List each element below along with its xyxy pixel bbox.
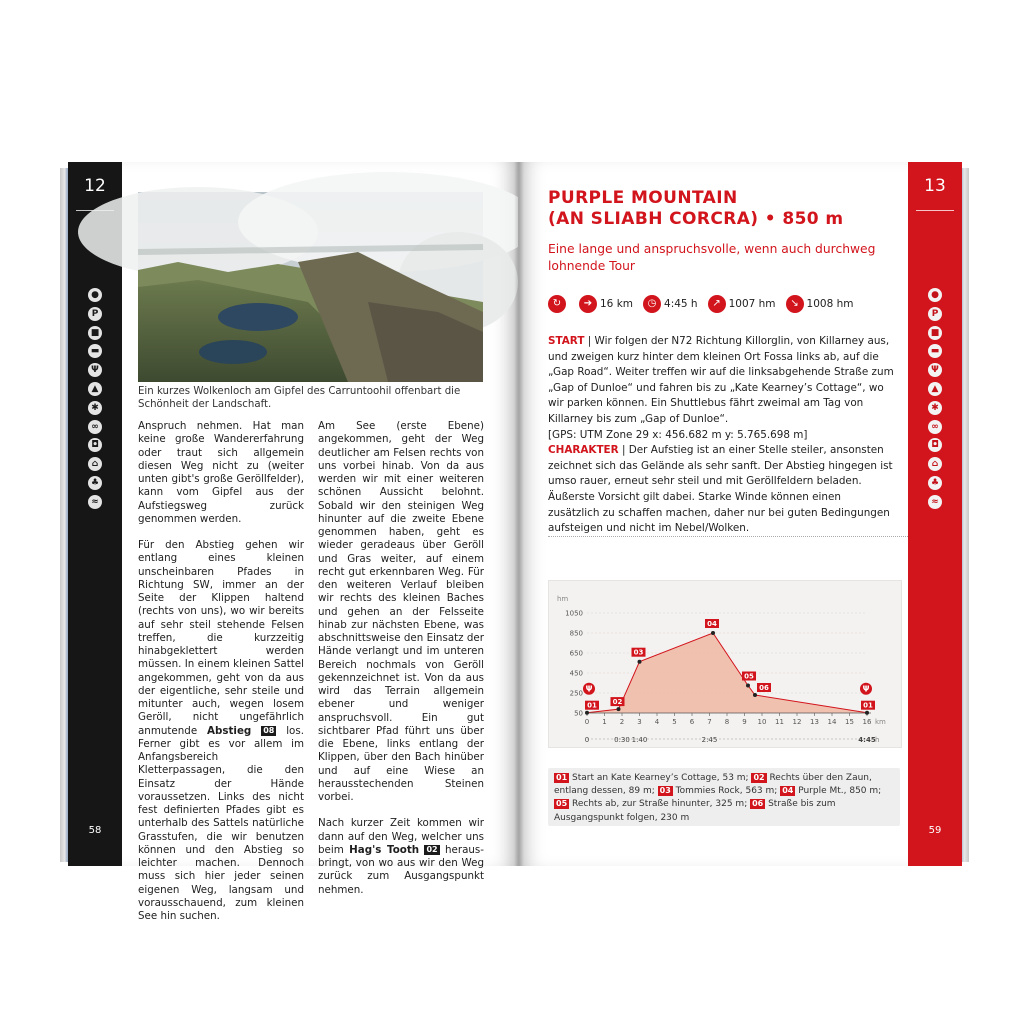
bike-icon: ∞ [88, 420, 102, 434]
waypoint-marker-4 [746, 684, 750, 688]
x-tick-13: 13 [810, 718, 819, 726]
mountain-photo [138, 192, 483, 382]
tour-number-left: 12 [84, 176, 106, 196]
ascent-icon: ↗ [708, 295, 726, 313]
swim-icon: ≈ [88, 495, 102, 509]
tour-number-divider [916, 210, 954, 211]
y-tick-250: 250 [569, 689, 583, 698]
waypoint-badge-3: 04 [707, 620, 717, 628]
character-paragraph: CHARAKTER | Der Aufstieg ist an einer Stelle steiler, ansonsten zeichnet sich das Gelände als sehr sanft. Der Abstieg hingegen ist umso rauer, erneut sehr steil und mit Geröllfeldern beladen. Äußerste Vorsicht gilt dabei. Starke Winde können einen zusätzlich zu schaffen machen, daher nur bei guten Bedingungen aufsteigen und nicht im Nebel/Wolken. [548, 444, 893, 535]
book-gutter [514, 162, 524, 866]
time-tick-3: 2:45 [701, 736, 718, 744]
tree-icon: ♣ [88, 476, 102, 490]
waypoint-legend-text [554, 772, 896, 825]
waypoint-marker-3 [711, 631, 715, 635]
x-tick-6: 6 [689, 718, 695, 726]
waypoint-marker-1 [617, 707, 621, 711]
gondola-icon: ◘ [88, 438, 102, 452]
legend-text-02: Rechts über den Zaun, entlang dessen, 89 m; [554, 773, 872, 797]
bike-icon: ∞ [928, 420, 942, 434]
waypoint-badge-08: 08 [263, 725, 275, 735]
x-axis-unit: km [875, 718, 886, 726]
x-tick-7: 7 [707, 718, 712, 726]
time-axis-unit: h [875, 736, 880, 744]
tour-number-right: 13 [924, 176, 946, 196]
right-page [518, 162, 962, 866]
legend-text-05: Rechts ab, zur Straße hinunter, 325 m; [569, 799, 751, 810]
train-icon: ▬ [928, 344, 942, 358]
tour-description [548, 334, 894, 537]
x-tick-9: 9 [742, 718, 747, 726]
x-tick-11: 11 [775, 718, 784, 726]
column1-paragraph1: Anspruch nehmen. Hat man keine große Wandererfahrung oder traut sich allgemein diesen Weg nicht zu (weiter unten gibt's große Geröllfelder), kann vom Gipfel aus der Aufstiegsweg zurück genommen werden. [138, 420, 304, 525]
descent-icon: ↘ [786, 295, 804, 313]
x-tick-2: 2 [619, 718, 625, 726]
gondola-icon: ◘ [928, 438, 942, 452]
clock-icon: ◷ [643, 295, 661, 313]
y-tick-1050: 1050 [565, 609, 583, 618]
winter-icon: ✱ [928, 401, 942, 415]
start-paragraph: START | Wir folgen der N72 Richtung Killorglin, von Killarney aus, und zweigen kurz hinter dem kleinen Ort Fossa links ab, auf die „Gap Road“. Weiter treffen wir auf die linksabgehende Straße zum „Gap of Dunloe“ und fahren bis zu „Kate Kearney’s Cottage“, wo wir parken können. Ein Shuttlebus fährt zweimal am Tag von Killarney bis zum „Gap of Dunloe“. [548, 335, 894, 425]
time-tick-2: 1:40 [631, 736, 648, 744]
waypoint-marker-6 [865, 711, 869, 715]
elevation-profile-chart [549, 581, 901, 747]
legend-text-01: Start an Kate Kearney’s Cottage, 53 m; [569, 773, 752, 783]
bear-icon: ● [928, 288, 942, 302]
column2-paragraph2: Nach kurzer Zeit kommen wir dann auf den Weg, welcher uns beim Hag's Tooth 02 herausbringt, von wo aus wir den Weg zurück zum Ausgangspunkt nehmen. [318, 817, 484, 896]
y-tick-850: 850 [569, 629, 583, 638]
time-tick-4: 4:45 [858, 736, 876, 744]
waypoint-badge-5: 06 [759, 684, 769, 692]
text-column-2 [318, 420, 484, 910]
legend-badge-04: 04 [782, 786, 794, 796]
y-tick-50: 50 [574, 709, 583, 718]
stat-ascent: ↗ 1007 hm [708, 295, 776, 313]
restaurant-icon: Ψ [88, 363, 102, 377]
gps-line: [GPS: UTM Zone 29 x: 456.682 m y: 5.765.698 m] [548, 428, 808, 441]
swim-icon: ≈ [928, 495, 942, 509]
waypoint-marker-0 [585, 711, 589, 715]
elevation-profile [548, 580, 902, 748]
tree-icon: ♣ [928, 476, 942, 490]
waypoint-legend [548, 768, 900, 826]
keyword-hags-tooth: Hag's Tooth [349, 843, 420, 856]
waypoint-badge-0: 01 [587, 701, 597, 710]
page-number-right: 59 [928, 825, 942, 836]
time-tick-1: 0:30 [614, 736, 630, 744]
y-tick-450: 450 [569, 669, 583, 678]
x-tick-3: 3 [637, 718, 642, 726]
left-side-bar [68, 162, 122, 866]
y-tick-650: 650 [569, 649, 583, 658]
x-tick-14: 14 [827, 718, 837, 726]
hut-icon: ⌂ [928, 457, 942, 471]
left-page [68, 162, 518, 922]
stat-distance: ➔ 16 km [579, 295, 633, 313]
winter-icon: ✱ [88, 401, 102, 415]
restaurant-icon: Ψ [928, 363, 942, 377]
legend-badge-03: 03 [659, 786, 671, 796]
keyword-abstieg: Abstieg [207, 724, 252, 737]
legend-badge-02: 02 [753, 773, 765, 782]
x-tick-10: 10 [757, 718, 767, 726]
x-tick-15: 15 [845, 718, 854, 726]
tour-subtitle: Eine lange und anspruchsvolle, wenn auch durchweg lohnende Tour [548, 242, 876, 273]
page-number-left: 58 [88, 825, 102, 836]
section-divider [548, 536, 908, 537]
stat-loop [548, 295, 569, 313]
hut-icon: ⌂ [88, 457, 102, 471]
legend-text-04: Purple Mt., 850 m; [795, 786, 882, 797]
signpost-icon: ➔ [579, 295, 597, 313]
mountain-photo-image [138, 192, 483, 382]
legend-badge-06: 06 [752, 799, 764, 809]
start-label: START [548, 335, 585, 347]
x-tick-4: 4 [654, 718, 660, 726]
x-tick-8: 8 [724, 718, 730, 726]
waypoint-badge-6: 01 [863, 701, 873, 710]
bus-icon: ■ [928, 326, 942, 340]
summit-icon: ▲ [928, 382, 942, 396]
x-tick-0: 0 [584, 718, 590, 726]
icon-column-right [908, 288, 962, 514]
parking-icon: P [88, 307, 102, 321]
column2-paragraph1: Am See (erste Ebene) angekommen, geht der Weg deutlicher am Felsen rechts von uns vorbei hinab. Von da aus werden wir mit einer weiteren schönen Aussicht belohnt. Sobald wir den steinigen Weg hinunter auf die zweite Ebene genommen haben, geht es wieder geradeaus über Geröll und Gras weiter, auf einem recht gut erkennbaren Weg. Für den weiteren Verlauf bleiben wir rechts des kleinen Baches und gehen an der Felsseite hinab zur nächsten Ebene, was abschnittsweise den Einsatz der Hände verlangt und im unteren Bereich nochmals von Geröll gekennzeichnet ist. Von da aus wird das Terrain allgemein ebener und weniger anspruchsvoll. Ein gut sichtbarer Pfad führt uns über die Ebene, links entlang der Klippen, über den Bach hinüber und auf eine Wiese an herausstechenden Steinen vorbei. [318, 420, 484, 803]
legend-text-06: Straße bis zum Ausgangspunkt folgen, 230 m [554, 799, 836, 823]
stat-descent: ↘ 1008 hm [786, 295, 854, 313]
icon-column-left [68, 288, 122, 514]
legend-badge-01: 01 [556, 773, 568, 782]
waypoint-badge-2: 03 [633, 648, 644, 657]
waypoint-badge-1: 02 [612, 698, 623, 707]
restaurant-marker-icon-1: Ψ [862, 684, 870, 694]
stat-time: ◷ 4:45 h [643, 295, 698, 313]
restaurant-marker-icon-0: Ψ [585, 684, 593, 694]
character-label: CHARAKTER [548, 444, 619, 457]
right-side-bar [908, 162, 962, 866]
x-tick-12: 12 [792, 718, 802, 726]
waypoint-marker-2 [638, 660, 642, 664]
summit-icon: ▲ [88, 382, 102, 396]
x-tick-1: 1 [602, 718, 607, 726]
waypoint-marker-5 [753, 693, 757, 697]
legend-badge-05: 05 [556, 799, 568, 809]
waypoint-badge-02: 02 [426, 844, 438, 854]
column1-paragraph2: Für den Abstieg gehen wir entlang eines kleinen unscheinbaren Pfades in Richtung SW, immer an der Seite der Klippen haltend (rechts von uns), wo wir bereits auf sehr steil stehende Felsen treffen, die kurzzeitig hinabgeklettert werden müssen. In einem kleinen Sattel angekommen, geht von da aus der eigentliche, sehr steile und mitunter auch, wegen losem Geröll, nicht ungefährlich anmutende Abstieg 08 los. Ferner gibt es vor allem im Anfangsbereich Kletterpassagen, die den Einsatz der Hände voraussetzen. Links des nicht fest definierten Pfades gibt es unterhalb des Sattels natürliche Grasstufen, die wir benutzen können und den Abstieg so leichter machen. Dennoch muss sich hier jeder seinen eigenen Weg, langsam und vorausschauend, zum kleinen See hin suchen. [138, 539, 304, 922]
x-tick-5: 5 [672, 718, 677, 726]
loop-icon: ↻ [548, 295, 566, 313]
waypoint-badge-4: 05 [744, 672, 754, 681]
train-icon: ▬ [88, 344, 102, 358]
bear-icon: ● [88, 288, 102, 302]
text-column-1 [138, 420, 304, 936]
tour-title-line1: PURPLE MOUNTAIN [548, 188, 738, 208]
time-tick-0: 0 [584, 736, 590, 744]
tour-title-line2: (AN SLIABH CORCRA) • 850 m [548, 209, 844, 229]
x-tick-16: 16 [862, 718, 872, 726]
bus-icon: ■ [88, 326, 102, 340]
tour-stats [548, 293, 864, 315]
photo-caption: Ein kurzes Wolkenloch am Gipfel des Carruntoohil offenbart die Schönheit der Landschaft. [138, 386, 461, 410]
legend-text-03: Tommies Rock, 563 m; [672, 786, 781, 797]
parking-icon: P [928, 307, 942, 321]
y-axis-unit: hm [557, 595, 569, 603]
